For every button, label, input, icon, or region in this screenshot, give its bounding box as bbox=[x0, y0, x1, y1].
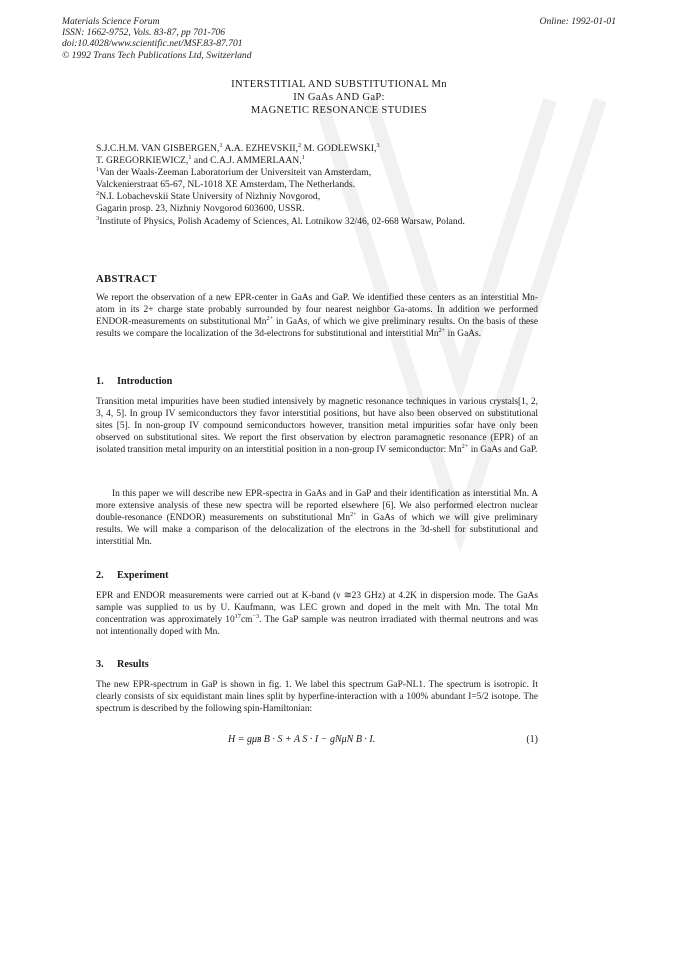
abstract-text bbox=[96, 292, 538, 340]
abstract-heading: ABSTRACT bbox=[96, 274, 157, 285]
affiliation-marker: 3 bbox=[96, 214, 100, 222]
affiliation-2 bbox=[96, 191, 596, 203]
abstract-text-part: in GaAs, of which we give preliminary results. On the basis of these results we compare the localization of the 3d-electrons for substitutional and interstitial Mn bbox=[96, 317, 538, 340]
author-line-1 bbox=[96, 143, 596, 155]
author-name: A.A. EZHEVSKII, bbox=[222, 143, 298, 154]
publication-metadata bbox=[62, 16, 252, 61]
affiliation-3 bbox=[96, 216, 596, 228]
section-1-heading bbox=[96, 376, 172, 387]
paragraph-text: cm bbox=[240, 615, 253, 626]
introduction-paragraph-1 bbox=[96, 396, 538, 456]
title-line-1: INTERSTITIAL AND SUBSTITUTIONAL Mn bbox=[231, 79, 447, 90]
author-name: and C.A.J. AMMERLAAN, bbox=[191, 155, 302, 167]
superscript: −3 bbox=[252, 613, 260, 621]
section-3-heading bbox=[96, 659, 149, 670]
paragraph-text: in GaAs and GaP. bbox=[468, 445, 538, 456]
paragraph-text: EPR and ENDOR measurements were carried out at K-band (ν ≅23 GHz) at 4.2K in dispersion mode. The GaAs sample was supplied to us by U. Kaufmann, was LEC grown and doped in the melt with Mn. The total Mn concentration was approximately 10 bbox=[96, 591, 538, 626]
abstract-text-part: in GaAs. bbox=[445, 329, 482, 340]
results-paragraph: The new EPR-spectrum in GaP is shown in fig. 1. We label this spectrum GaP-NL1. The spectrum is isotropic. It clearly consists of six equidistant main lines split by hyperfine-interaction with a 100% abundant I=5/2 isotope. The spectrum is described by the following spin-Hamiltonian: bbox=[96, 680, 538, 715]
affiliation-marker: 2 bbox=[96, 190, 100, 198]
section-title: Introduction bbox=[117, 376, 173, 387]
paper-title bbox=[0, 78, 678, 118]
author-block bbox=[96, 143, 596, 228]
section-number: 1. bbox=[96, 376, 104, 387]
title-line-3: MAGNETIC RESONANCE STUDIES bbox=[250, 105, 428, 117]
issn-line: ISSN: 1662-9752, Vols. 83-87, pp 701-706 bbox=[62, 27, 226, 39]
affiliation-1-address: Valckenierstraat 65-67, NL-1018 XE Amsterdam, The Netherlands. bbox=[96, 179, 356, 191]
affiliation-marker: 1 bbox=[219, 141, 223, 149]
affiliation-text: Van der Waals-Zeeman Laboratorium der Universiteit van Amsterdam, bbox=[99, 167, 372, 179]
affiliation-1 bbox=[96, 167, 596, 179]
affiliation-text: N.I. Lobachevskii State University of Nizhniy Novgorod, bbox=[99, 191, 321, 203]
doi-line: doi:10.4028/www.scientific.net/MSF.83-87.701 bbox=[62, 38, 243, 50]
affiliation-text: Institute of Physics, Polish Academy of Sciences, Al. Lotnikow 32/46, 02-668 Warsaw, Poland. bbox=[99, 215, 465, 227]
affiliation-marker: 3 bbox=[376, 141, 380, 149]
author-name: T. GREGORKIEWICZ, bbox=[96, 155, 189, 167]
affiliation-marker: 1 bbox=[188, 153, 192, 161]
title-line-2: IN GaAs AND GaP: bbox=[293, 92, 385, 104]
paragraph-text: Transition metal impurities have been studied intensively by magnetic resonance techniques in various crystals[1, 2, 3, 4, 5]. In group IV semiconductors they favor interstitial positions, but have also been observed on substitutional sites [5]. In non-group IV compound semiconductors however, transition metal impurities sofar have only been observed on substitutional sites. We report the first observation by electron paramagnetic resonance (EPR) of an isolated transition metal impurity on an interstitial position in a non-group IV semiconductor: Mn bbox=[96, 397, 538, 456]
experiment-paragraph bbox=[96, 590, 538, 638]
paragraph-text: In this paper we will describe new EPR-spectra in GaAs and in GaP and their identification as interstitial Mn. A more extensive analysis of these new spectra will be reported elsewhere [6]. We also performed electron nuclear double-resonance (ENDOR) measurements on substitutional Mn bbox=[96, 489, 538, 524]
superscript: 17 bbox=[234, 613, 241, 621]
section-title: Results bbox=[117, 659, 149, 670]
copyright-line: © 1992 Trans Tech Publications Ltd, Switzerland bbox=[62, 49, 252, 61]
affiliation-marker: 1 bbox=[96, 166, 100, 173]
abstract-text-part: We report the observation of a new EPR-center in GaAs and GaP. We identified these centers as an interstitial Mn-atom in its 2+ charge state probably surrounded by four nearest neighbor Ga-atoms. In addition we performed ENDOR-measurements on substitutional Mn bbox=[96, 293, 538, 328]
section-2-heading bbox=[96, 570, 169, 581]
superscript: 2+ bbox=[461, 443, 469, 451]
paragraph-text: . The GaP sample was neutron irradiated with thermal neutrons and was not intentionally doped with Mn. bbox=[96, 615, 539, 638]
introduction-paragraph-2 bbox=[96, 488, 538, 548]
paragraph-text: in GaAs of which we will give preliminary results. We will make a comparison of the delocalization of the electrons in the 3d-shell for substitutional and interstitial Mn. bbox=[96, 513, 538, 548]
affiliation-marker: 2 bbox=[298, 141, 302, 149]
superscript: 2+ bbox=[266, 315, 274, 323]
author-name: S.J.C.H.M. VAN GISBERGEN, bbox=[96, 143, 220, 154]
affiliation-2-address: Gagarin prosp. 23, Nizhniy Novgorod 603600, USSR. bbox=[96, 203, 305, 215]
author-name: M. GODLEWSKI, bbox=[301, 143, 377, 154]
superscript: 2+ bbox=[350, 511, 357, 519]
equation-number: (1) bbox=[526, 734, 538, 745]
section-number: 2. bbox=[96, 570, 104, 581]
journal-name: Materials Science Forum bbox=[62, 16, 160, 27]
superscript: 2+ bbox=[438, 327, 446, 335]
affiliation-marker: 1 bbox=[301, 153, 305, 161]
author-line-2 bbox=[96, 155, 596, 167]
equation-body: H = gμʙ B · S + A S · I − gNμN B · I. bbox=[228, 734, 376, 745]
online-date: Online: 1992-01-01 bbox=[539, 16, 616, 27]
section-title: Experiment bbox=[117, 570, 169, 581]
section-number: 3. bbox=[96, 659, 104, 670]
